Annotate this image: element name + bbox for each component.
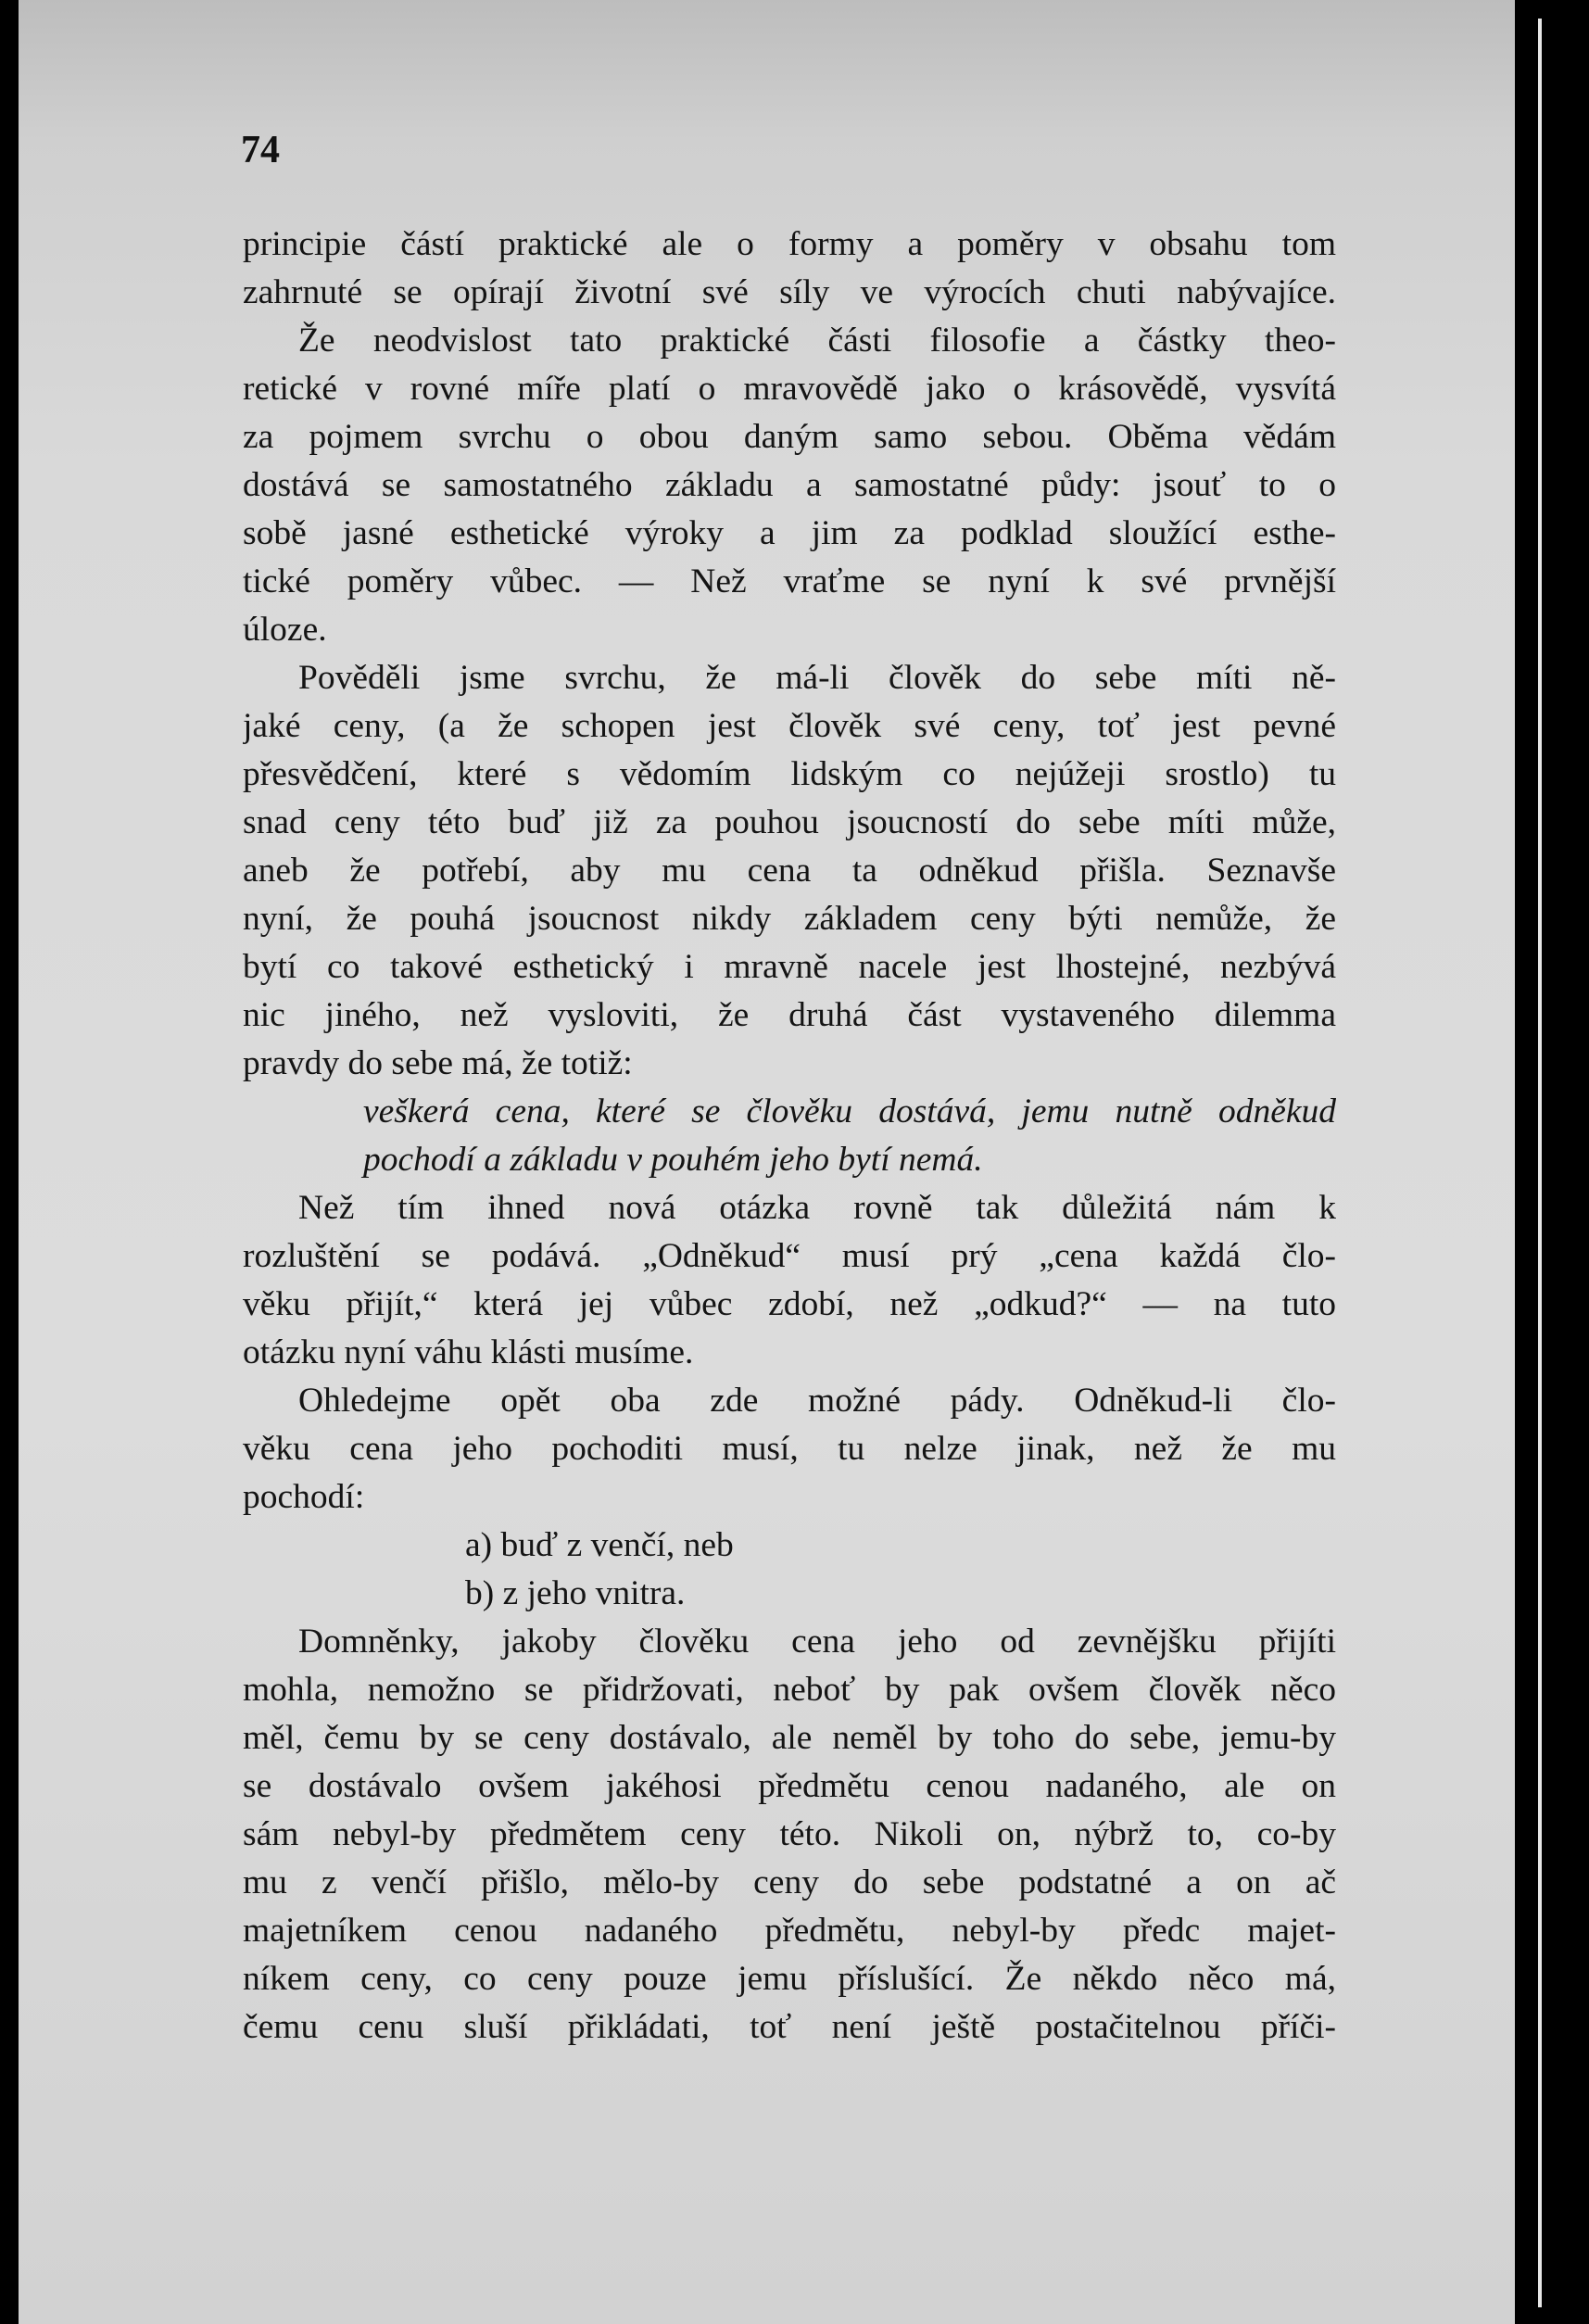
text-line: pravdy do sebe má, že totiž: <box>243 1044 633 1082</box>
page-number: 74 <box>241 129 280 171</box>
scan-left-border <box>0 0 19 2324</box>
text-line: měl, čemu by se ceny dostávalo, ale neměl by toho do sebe, jemu-by <box>243 1719 1336 1757</box>
text-line: úloze. <box>243 611 327 649</box>
text-line: Než tím ihned nová otázka rovně tak důležitá nám k <box>298 1189 1336 1227</box>
text-line: Domněnky, jakoby člověku cena jeho od zevnějšku přijíti <box>298 1623 1336 1661</box>
text-line: za pojmem svrchu o obou daným samo sebou. Oběma vědám <box>243 418 1336 456</box>
text-line: b) z jeho vnitra. <box>465 1574 686 1612</box>
text-line: zahrnuté se opírají životní své síly ve výrocích chuti nabývajíce. <box>243 273 1336 311</box>
text-line: čemu cenu sluší přikládati, toť není ještě postačitelnou příči- <box>243 2008 1336 2046</box>
text-line: sobě jasné esthetické výroky a jim za podklad sloužící esthe- <box>243 514 1336 552</box>
text-line: věku cena jeho pochoditi musí, tu nelze jinak, než že mu <box>243 1430 1336 1468</box>
text-line: principie částí praktické ale o formy a poměry v obsahu tom <box>243 225 1336 263</box>
scan-edge-rule <box>1538 19 1542 2307</box>
text-line: jaké ceny, (a že schopen jest člověk své ceny, toť jest pevné <box>243 707 1336 745</box>
text-line: věku přijít,“ která jej vůbec zdobí, než „odkud?“ — na tuto <box>243 1285 1336 1323</box>
text-line: veškerá cena, které se člověku dostává, jemu nutně odněkud <box>363 1093 1336 1130</box>
text-line: retické v rovné míře platí o mravovědě jako o krásovědě, vysvítá <box>243 370 1336 408</box>
text-line: majetníkem cenou nadaného předmětu, nebyl-by předc majet- <box>243 1912 1336 1950</box>
body-text <box>243 221 1336 2052</box>
text-line: mohla, nemožno se přidržovati, neboť by pak ovšem člověk něco <box>243 1671 1336 1709</box>
text-line: Ohledejme opět oba zde možné pády. Odněkud-li člo- <box>298 1382 1336 1420</box>
text-line: se dostávalo ovšem jakéhosi předmětu cenou nadaného, ale on <box>243 1767 1336 1805</box>
text-line: Pověděli jsme svrchu, že má-li člověk do sebe míti ně- <box>298 659 1336 697</box>
text-line: otázku nyní váhu klásti musíme. <box>243 1333 694 1371</box>
text-line: a) buď z venčí, neb <box>465 1526 734 1564</box>
text-line: mu z venčí přišlo, mělo-by ceny do sebe podstatné a on ač <box>243 1863 1336 1901</box>
scan-right-border <box>1515 0 1589 2324</box>
text-line: snad ceny této buď již za pouhou jsoucností do sebe míti může, <box>243 803 1336 841</box>
text-line: níkem ceny, co ceny pouze jemu příslušící. Že někdo něco má, <box>243 1960 1336 1998</box>
text-line: tické poměry vůbec. — Než vraťme se nyní k své prvnější <box>243 562 1336 600</box>
text-line: nic jiného, než vysloviti, že druhá část vystaveného dilemma <box>243 996 1336 1034</box>
text-line: sám nebyl-by předmětem ceny této. Nikoli on, nýbrž to, co-by <box>243 1815 1336 1853</box>
text-line: Že neodvislost tato praktické části filosofie a částky theo- <box>298 322 1336 360</box>
text-line: nyní, že pouhá jsoucnost nikdy základem ceny býti nemůže, že <box>243 900 1336 938</box>
text-line: přesvědčení, které s vědomím lidským co nejúžeji srostlo) tu <box>243 755 1336 793</box>
text-line: dostává se samostatného základu a samostatné půdy: jsouť to o <box>243 466 1336 504</box>
text-line: pochodí: <box>243 1478 365 1516</box>
text-line: pochodí a základu v pouhém jeho bytí nemá. <box>363 1141 983 1179</box>
text-line: bytí co takové esthetický i mravně nacele jest lhostejné, nezbývá <box>243 948 1336 986</box>
text-line: rozluštění se podává. „Odněkud“ musí prý „cena každá člo- <box>243 1237 1336 1275</box>
text-line: aneb že potřebí, aby mu cena ta odněkud přišla. Seznavše <box>243 852 1336 890</box>
